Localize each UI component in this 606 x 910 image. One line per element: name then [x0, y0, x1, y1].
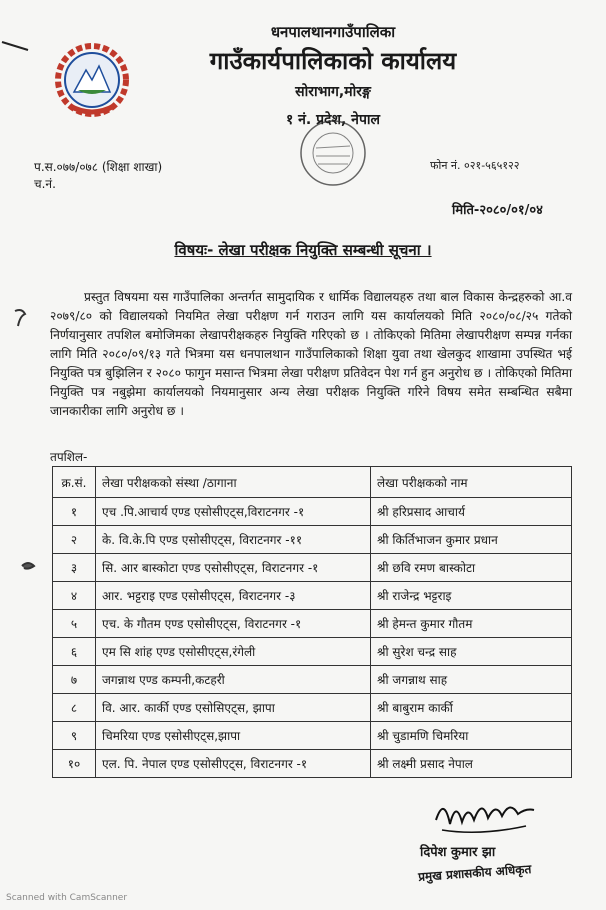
row-firm: सि. आर बास्कोटा एण्ड एसोसीएट्स, विराटनगर -१	[96, 554, 371, 582]
phone-number: फोन नं. ०२१-५६५१२२	[430, 159, 520, 172]
row-sn: १०	[53, 750, 96, 778]
punch-hole-icon	[20, 560, 36, 574]
row-firm: एम सि शांह एण्ड एसोसीएट्स,रंगेली	[96, 638, 371, 666]
table-row	[53, 610, 572, 638]
table-row	[53, 666, 572, 694]
row-auditor: श्री लक्ष्मी प्रसाद नेपाल	[371, 750, 572, 778]
table-row	[53, 638, 572, 666]
municipality-name: धनपालथानगाउँपालिका	[270, 23, 396, 41]
row-sn: ६	[53, 638, 96, 666]
table-header-row	[53, 467, 572, 498]
schedule-label: तपशिल-	[50, 450, 88, 464]
row-sn: ४	[53, 582, 96, 610]
row-firm: एच. के गौतम एण्ड एसोसीएट्स, विराटनगर -१	[96, 610, 371, 638]
office-address: सोराभाग,मोरङ्ग	[295, 84, 371, 100]
office-name: गाउँकार्यपालिकाको कार्यालय	[209, 47, 457, 75]
row-auditor: श्री जगन्नाथ साह	[371, 666, 572, 694]
row-firm: जगन्नाथ एण्ड कम्पनी,कटहरी	[96, 666, 371, 694]
subject-text: विषयः- लेखा परीक्षक नियुक्ति सम्बन्धी सूचना ।	[174, 241, 432, 259]
province-line: १ नं. प्रदेश, नेपाल	[285, 112, 381, 128]
scanner-watermark: Scanned with CamScanner	[6, 893, 128, 903]
table-row	[53, 750, 572, 778]
row-firm: एल. पि. नेपाल एण्ड एसोसीएट्स, विराटनगर -१	[96, 750, 371, 778]
table-row	[53, 498, 572, 526]
reference-number: प.स.०७७/०७८ (शिक्षा शाखा)	[34, 160, 163, 174]
row-auditor: श्री हेमन्त कुमार गौतम	[371, 610, 572, 638]
row-auditor: श्री राजेन्द्र भट्टराइ	[371, 582, 572, 610]
row-sn: ७	[53, 666, 96, 694]
row-auditor: श्री बाबुराम कार्की	[371, 694, 572, 722]
row-sn: १	[53, 498, 96, 526]
auditor-table	[52, 466, 572, 778]
chalan-number: च.नं.	[34, 177, 56, 191]
notice-body: प्रस्तुत विषयमा यस गाउँपालिका अन्तर्गत सामुदायिक र धार्मिक विद्यालयहरु तथा बाल विकास केन्द्रहरुको आ.व २०७९/८० को विद्यालयको नियमित लेखा परीक्षण गर्न गराउन लागि यस कार्यालयको मिति २०८०/०८/२५ गतेको निर्णयानुसार तपशिल बमोजिमका लेखापरीक्षकहरु नियुक्ति गरिएको छ । तोकिएको मितिमा लेखापरीक्षण सम्पन्न गर्नका लागि मिति २०८०/०९/१३ गते भित्रमा यस धनपालथान गाउँपालिकाको शिक्षा युवा तथा खेलकुद शाखामा उपस्थित भई नियुक्ति पत्र बुझिलिन र २०८० फागुन मसान्त भित्रमा लेखा परीक्षण प्रतिवेदन पेश गर्न हुन अनुरोध छ । तोकिएको मितिमा नियुक्ति पत्र नबुझेमा कार्यालयको नियमानुसार अन्य लेखा परीक्षक नियुक्ति गरिने विषय समेत सम्बन्धित सबैमा जानकारीका लागि अनुरोध छ ।	[50, 290, 572, 418]
column-header-firm: लेखा परीक्षकको संस्था /ठागाना	[96, 467, 371, 498]
row-firm: के. वि.के.पि एण्ड एसोसीएट्स, विराटनगर -११	[96, 526, 371, 554]
row-firm: आर. भट्टराइ एण्ड एसोसीएट्स, विराटनगर -३	[96, 582, 371, 610]
signatory-name: दिपेश कुमार झा	[420, 845, 496, 860]
row-firm: चिमरिया एण्ड एसोसीएट्स,झापा	[96, 722, 371, 750]
row-auditor: श्री चुडामणि चिमरिया	[371, 722, 572, 750]
signature-scribble-icon	[430, 790, 540, 840]
row-sn: ८	[53, 694, 96, 722]
signatory-title: प्रमुख प्रशासकीय अधिकृत	[417, 862, 532, 884]
row-auditor: श्री सुरेश चन्द्र साह	[371, 638, 572, 666]
scan-mark-icon	[0, 40, 30, 54]
subject-line	[0, 240, 606, 260]
punch-hole-icon	[12, 308, 28, 330]
table-row	[53, 722, 572, 750]
table-row	[53, 582, 572, 610]
row-firm: वि. आर. कार्की एण्ड एसोसिएट्स, झापा	[96, 694, 371, 722]
row-sn: ५	[53, 610, 96, 638]
column-header-sn: क्र.सं.	[53, 467, 96, 498]
row-auditor: श्री किर्तिभाजन कुमार प्रधान	[371, 526, 572, 554]
table-row	[53, 526, 572, 554]
row-auditor: श्री छवि रमण बास्कोटा	[371, 554, 572, 582]
row-firm: एच .पि.आचार्य एण्ड एसोसीएट्स,विराटनगर -१	[96, 498, 371, 526]
table-row	[53, 694, 572, 722]
table-row	[53, 554, 572, 582]
row-sn: २	[53, 526, 96, 554]
row-sn: ३	[53, 554, 96, 582]
letter-date: मिति-२०८०/०१/०४	[452, 203, 543, 218]
column-header-auditor: लेखा परीक्षकको नाम	[371, 467, 572, 498]
office-stamp-icon	[298, 118, 368, 188]
row-sn: ९	[53, 722, 96, 750]
row-auditor: श्री हरिप्रसाद आचार्य	[371, 498, 572, 526]
